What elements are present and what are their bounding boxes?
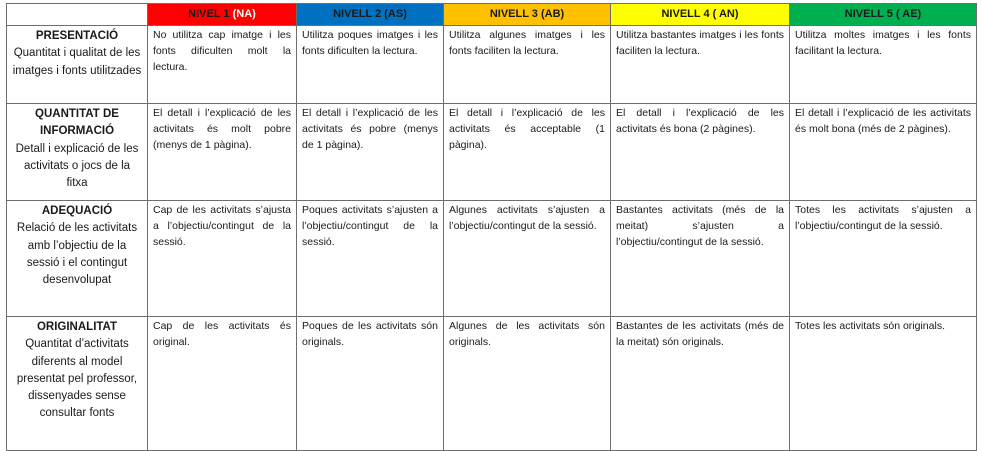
table-row [7, 104, 977, 201]
descriptor-cell: Utilitza bastantes imatges i les fonts faciliten la lectura. [611, 26, 790, 104]
descriptor-cell: El detall i l’explicació de les activitats és pobre (menys de 1 pàgina). [297, 104, 444, 201]
criterion-title: ADEQUACIÓ [41, 205, 113, 217]
level-header-1 [148, 4, 297, 26]
descriptor-cell: Algunes activitats s’ajusten a l’objectiu/contingut de la sessió. [444, 201, 611, 317]
level-code: (AS) [384, 8, 407, 20]
descriptor-cell: Poques de les activitats són originals. [297, 317, 444, 451]
criterion-cell [7, 104, 148, 201]
descriptor-cell: Utilitza algunes imatges i les fonts faciliten la lectura. [444, 26, 611, 104]
criterion-title: ORIGINALITAT [36, 321, 118, 333]
descriptor-cell: El detall i l’explicació de les activitats és molt bona (més de 2 pàgines). [790, 104, 977, 201]
descriptor-cell: Algunes de les activitats són originals. [444, 317, 611, 451]
level-code: (NA) [232, 8, 256, 20]
criterion-description: Quantitat d’activitats diferents al model presentat pel professor, dissenyades sense consultar fonts [16, 338, 138, 420]
criterion-cell [7, 26, 148, 104]
rubric-table [6, 3, 977, 451]
criterion-description: Detall i explicació de les activitats o jocs de la fitxa [15, 142, 139, 189]
descriptor-cell: Poques activitats s’ajusten a l’objectiu/contingut de la sessió. [297, 201, 444, 317]
header-row [7, 4, 977, 26]
criterion-description: Relació de les activitats amb l’objectiu de la sessió i el contingut desenvolupat [16, 222, 138, 286]
table-row [7, 201, 977, 317]
header-corner-cell [7, 4, 148, 26]
table-row [7, 26, 977, 104]
criterion-cell [7, 317, 148, 451]
level-name: NIVELL 4 [661, 8, 710, 20]
descriptor-cell: Totes les activitats s’ajusten a l’objectiu/contingut de la sessió. [790, 201, 977, 317]
descriptor-cell: No utilitza cap imatge i les fonts dificulten molt la lectura. [148, 26, 297, 104]
level-name: NIVELL 3 [489, 8, 538, 20]
level-name: NIVELL 2 [333, 8, 382, 20]
descriptor-cell: Bastantes de les activitats (més de la meitat) són originals. [611, 317, 790, 451]
descriptor-cell: El detall i l’explicació de les activitats és bona (2 pàgines). [611, 104, 790, 201]
level-code: (AB) [540, 8, 565, 20]
level-header-3 [444, 4, 611, 26]
criterion-description: Quantitat i qualitat de les imatges i fonts utilitzades [12, 47, 142, 77]
level-name: NIVELL 5 [844, 8, 893, 20]
level-header-4 [611, 4, 790, 26]
descriptor-cell: Bastantes activitats (més de la meitat) s’ajusten a l’objectiu/contingut de la sessió. [611, 201, 790, 317]
descriptor-cell: Cap de les activitats és original. [148, 317, 297, 451]
table-row [7, 317, 977, 451]
level-name: NIVEL 1 [188, 8, 230, 20]
level-header-5 [790, 4, 977, 26]
level-header-2 [297, 4, 444, 26]
descriptor-cell: Cap de les activitats s’ajusta a l’objectiu/contingut de la sessió. [148, 201, 297, 317]
criterion-cell [7, 201, 148, 317]
level-code: ( AN) [712, 8, 739, 20]
descriptor-cell: Utilitza moltes imatges i les fonts facilitant la lectura. [790, 26, 977, 104]
criterion-title: QUANTITAT DE INFORMACIÓ [35, 108, 119, 138]
descriptor-cell: El detall i l’explicació de les activitats és molt pobre (menys de 1 pàgina). [148, 104, 297, 201]
descriptor-cell: Utilitza poques imatges i les fonts dificulten la lectura. [297, 26, 444, 104]
descriptor-cell: Totes les activitats són originals. [790, 317, 977, 451]
descriptor-cell: El detall i l’explicació de les activitats és acceptable (1 pàgina). [444, 104, 611, 201]
level-code: ( AE) [895, 8, 922, 20]
criterion-title: PRESENTACIÓ [35, 30, 119, 42]
